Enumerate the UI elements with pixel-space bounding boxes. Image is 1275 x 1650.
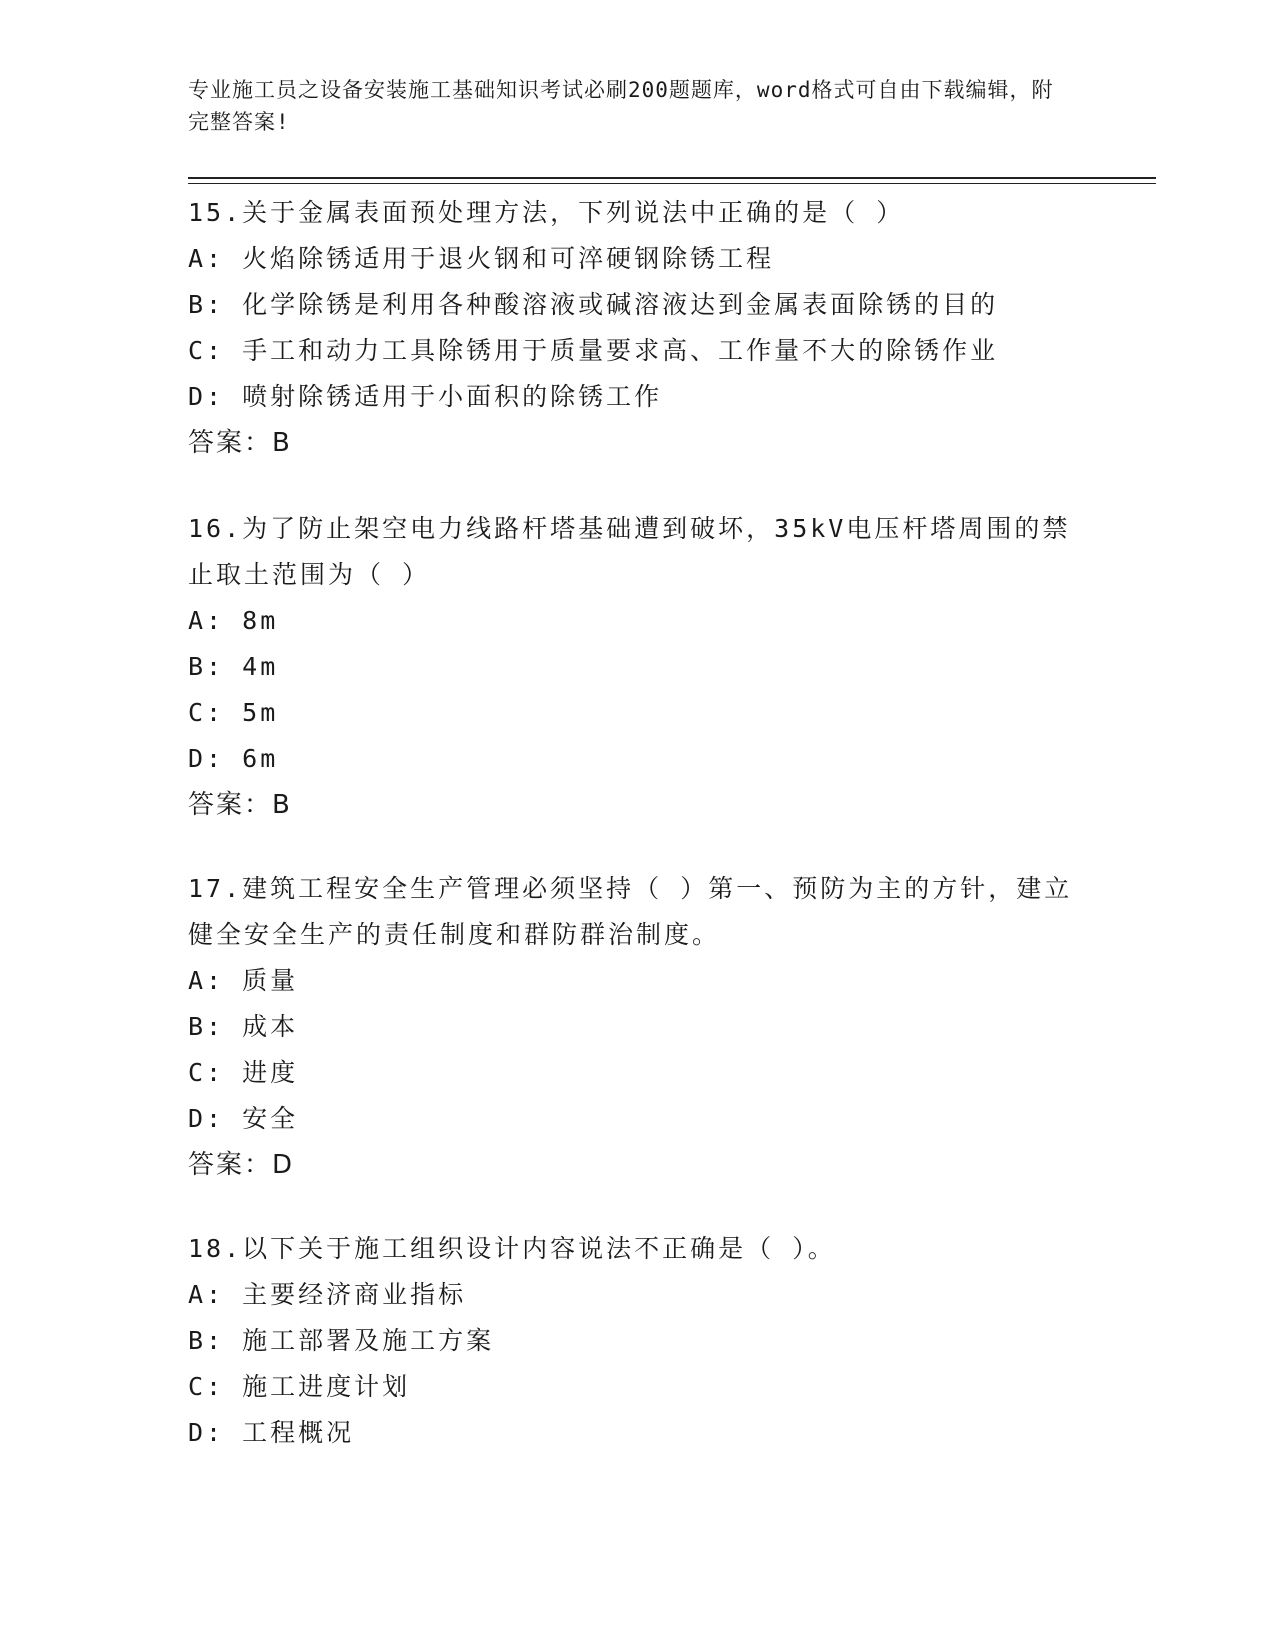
question-stem: 16.为了防止架空电力线路杆塔基础遭到破坏，35kV电压杆塔周围的禁止取土范围为（ ） — [188, 514, 1071, 589]
question-16 — [188, 506, 1088, 828]
option-b: B: 化学除锈是利用各种酸溶液或碱溶液达到金属表面除锈的目的 — [188, 290, 999, 319]
option-c: C: 施工进度计划 — [188, 1372, 411, 1401]
header-divider-thick — [188, 177, 1156, 179]
question-17 — [188, 866, 1088, 1188]
option-d: D: 6m — [188, 744, 279, 773]
option-b: B: 4m — [188, 652, 279, 681]
document-header-title: 专业施工员之设备安装施工基础知识考试必刷200题题库，word格式可自由下载编辑，附完整答案! — [188, 78, 1054, 134]
question-18 — [188, 1226, 1088, 1456]
option-b: B: 施工部署及施工方案 — [188, 1326, 495, 1355]
option-c: C: 5m — [188, 698, 279, 727]
question-stem: 15.关于金属表面预处理方法，下列说法中正确的是（ ） — [188, 198, 905, 227]
question-15 — [188, 190, 1088, 466]
option-a: A: 8m — [188, 606, 279, 635]
header-divider-thin — [188, 183, 1156, 184]
option-b: B: 成本 — [188, 1012, 299, 1041]
option-d: D: 安全 — [188, 1104, 299, 1133]
option-d: D: 喷射除锈适用于小面积的除锈工作 — [188, 382, 663, 411]
option-d: D: 工程概况 — [188, 1418, 355, 1447]
answer-line: 答案：B — [188, 790, 292, 820]
question-stem: 17.建筑工程安全生产管理必须坚持（ ）第一、预防为主的方针，建立健全安全生产的责任制度和群防群治制度。 — [188, 874, 1073, 949]
option-a: A: 主要经济商业指标 — [188, 1280, 467, 1309]
answer-line: 答案：B — [188, 428, 292, 458]
option-c: C: 进度 — [188, 1058, 299, 1087]
answer-line: 答案：D — [188, 1150, 295, 1180]
question-stem: 18.以下关于施工组织设计内容说法不正确是（ ）。 — [188, 1234, 836, 1263]
option-a: A: 火焰除锈适用于退火钢和可淬硬钢除锈工程 — [188, 244, 775, 273]
option-a: A: 质量 — [188, 966, 299, 995]
option-c: C: 手工和动力工具除锈用于质量要求高、工作量不大的除锈作业 — [188, 336, 999, 365]
